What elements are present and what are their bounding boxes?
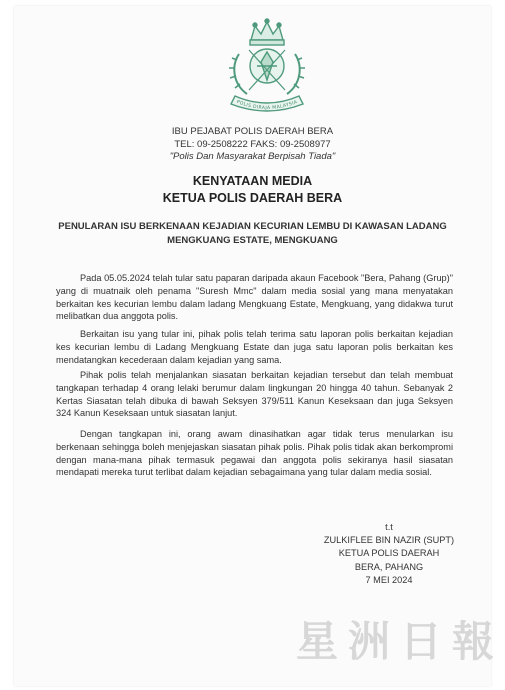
crest-ribbon-text: POLIS DIRAJA MALAYSIA <box>235 99 299 112</box>
signature-tt: t.t <box>385 522 393 532</box>
paragraph: Pihak polis telah menjalankan siasatan berkaitan kejadian tersebut dan telah membuat tangkapan terhadap 4 orang lelaki berumur dalam lingkungan 20 hingga 40 tahun. Sebanyak 2 Kertas Siasatan telah dibuka di bawah Seksyen 379/511 Kanun Keseksaan dan juga Seksyen 324 Kanun Keseksaan untuk siasatan lanjut. <box>56 370 453 419</box>
title-line-1: KENYATAAN MEDIA <box>192 174 313 188</box>
newspaper-watermark <box>296 609 496 669</box>
office-motto: "Polis Dan Masyarakat Berpisah Tiada" <box>169 151 336 162</box>
title-line-2: KETUA POLIS DAERAH BERA <box>162 191 343 205</box>
watermark-char: 報 <box>451 617 496 666</box>
press-release-page <box>14 6 491 686</box>
signatory-place: BERA, PAHANG <box>354 561 424 572</box>
subject-line-2: MENGKUANG ESTATE, MENGKUANG <box>167 235 338 246</box>
signatory-position: KETUA POLIS DAERAH <box>338 548 440 559</box>
police-crest-icon <box>217 14 317 118</box>
subject-heading <box>44 220 461 248</box>
paragraph: Dengan tangkapan ini, orang awam dinasihatkan agar tidak terus menularkan isu berkenaan sehingga boleh menjejaskan siasatan pihak polis. Pihak polis tidak akan berkompromi dengan mana-mana pihak termasuk pegawai dan anggota polis sekiranya hasil siasatan mendapati mereka turut terlibat dalam kejadian sebagaimana yang tular dalam media sosial. <box>56 429 453 478</box>
office-header <box>14 126 491 164</box>
document-title <box>14 173 491 207</box>
signature-block <box>314 521 464 587</box>
watermark-char: 星 <box>296 617 341 666</box>
watermark-char: 洲 <box>347 617 392 666</box>
office-name: IBU PEJABAT POLIS DAERAH BERA <box>171 126 334 137</box>
watermark-char: 日 <box>399 617 444 666</box>
signature-date: 7 MEI 2024 <box>365 574 413 585</box>
paragraph: Pada 05.05.2024 telah tular satu paparan daripada akaun Facebook "Bera, Pahang (Grup)" yang di muatnaik oleh penama "Suresh Mmc" dalam media sosial yang mana menyatakan berkaitan kes kecurian lembu dalam ladang Mengkuang Estate, Mengkuang, yang didakwa turut melibatkan dua anggota polis. <box>56 273 453 322</box>
signatory-name: ZULKIFLEE BIN NAZIR (SUPT) <box>323 535 455 546</box>
office-contact: TEL: 09-2508222 FAKS: 09-2508977 <box>174 138 331 150</box>
paragraph: Berkaitan isu yang tular ini, pihak polis telah terima satu laporan polis berkaitan kejadian kes kecurian lembu di Ladang Mengkuang Estate dan juga satu laporan polis berkaitan kes mendatangkan kecederaan dalam kejadian yang sama. <box>56 329 453 365</box>
subject-line-1: PENULARAN ISU BERKENAAN KEJADIAN KECURIAN LEMBU DI KAWASAN LADANG <box>58 221 447 232</box>
